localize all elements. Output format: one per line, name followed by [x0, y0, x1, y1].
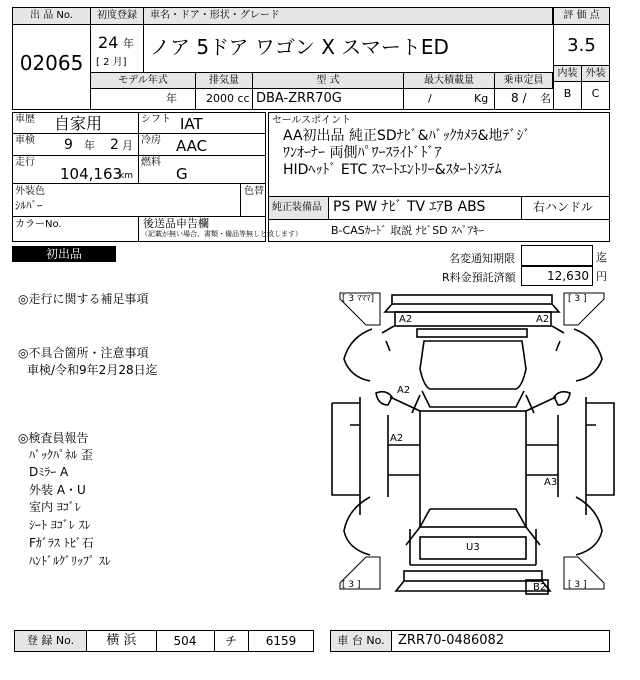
chassis-label: 車 台 No. — [337, 634, 385, 647]
first-listing-badge: 初出品 — [12, 246, 116, 262]
name-change-value-box — [521, 245, 593, 266]
inspector-line-5: ｼｰﾄ ﾖｺﾞﾚ ｽﾚ — [29, 518, 91, 532]
fuel: G — [176, 165, 188, 183]
inspection-label: 車検 — [15, 135, 35, 146]
inspector-line-1: ﾊﾞｯｸﾊﾟﾈﾙ 歪 — [29, 448, 93, 462]
car-name: ノア 5ドア ワゴン X スマートED — [150, 35, 449, 59]
mileage-unit: km — [119, 171, 133, 181]
inspector-line-6: Fｶﾞﾗｽ ﾄﾋﾞ石 — [29, 536, 94, 550]
ext-color-label: 外装色 — [15, 186, 45, 197]
history-label: 車歴 — [15, 114, 35, 125]
model-year-label: モデル年式 — [118, 75, 168, 86]
equip: PS PW ﾅﾋﾞ TV ｴｱB ABS — [333, 199, 486, 215]
recycle-label: R料金預託済額 — [442, 271, 516, 284]
ext-color: ｼﾙﾊﾞｰ — [15, 199, 43, 212]
inspector-line-4: 室内 ﾖｺﾞﾚ — [29, 500, 81, 514]
name-change-unit: 迄 — [596, 251, 607, 264]
capacity: 8 / — [511, 91, 527, 105]
reg-class: 504 — [173, 634, 197, 648]
ac: AAC — [176, 137, 208, 155]
mark-mirror: A2 — [397, 385, 411, 396]
displacement: 2000 cc — [206, 92, 250, 105]
sales-line-1: AA初出品 純正SDﾅﾋﾞ&ﾊﾞｯｸｶﾒﾗ&地ﾃﾞｼﾞ — [283, 128, 531, 144]
capacity-label: 乗車定員 — [503, 75, 544, 86]
car-damage-diagram — [330, 285, 616, 603]
first-reg-year: 24 — [98, 33, 119, 52]
inspection-month: 2 — [110, 137, 119, 153]
color-change-label: 色替 — [244, 186, 264, 197]
displacement-label: 排気量 — [209, 75, 239, 86]
recycle-unit: 円 — [596, 270, 607, 283]
exterior-label: 外装 — [585, 68, 606, 79]
lot-label: 出 品 No. — [30, 10, 73, 21]
max-load-label: 最大積載量 — [424, 75, 474, 86]
corner-tr-label: [ 3 ] — [568, 294, 587, 304]
reg-kana: チ — [224, 634, 237, 648]
score-value: 3.5 — [567, 35, 596, 56]
defects-text: 車検/令和9年2月28日迄 — [27, 363, 158, 377]
interior-grade: B — [563, 87, 572, 100]
lot-number: 02065 — [19, 51, 84, 75]
mileage: 104,163 — [60, 165, 123, 183]
max-load-unit: Kg — [474, 92, 489, 105]
inspector-line-2: Dﾐﾗｰ A — [29, 465, 69, 479]
car-name-label: 車名・ドア・形状・グレード — [150, 10, 280, 21]
equip-label: 純正装備品 — [272, 202, 322, 213]
corner-br-label: [ 3 ] — [568, 580, 587, 590]
defects-title: ◎不具合箇所・注意事項 — [18, 346, 149, 360]
history: 自家用 — [54, 114, 103, 133]
recycle-value: 12,630 — [547, 269, 589, 283]
interior-label: 内装 — [557, 68, 578, 79]
inspector-line-7: ﾊﾝﾄﾞﾙｸﾞﾘｯﾌﾟ ｽﾚ — [29, 554, 111, 568]
shift: IAT — [180, 115, 203, 133]
mark-rear-bumper: B2 — [533, 582, 547, 593]
steering: 右ハンドル — [533, 200, 594, 214]
first-reg-label: 初度登録 — [97, 10, 137, 21]
mark-rear-panel: U3 — [466, 542, 480, 553]
mark-front-right: A2 — [536, 314, 550, 325]
color-no-label: カラーNo. — [15, 219, 62, 230]
model-label: 型 式 — [316, 75, 340, 86]
corner-tl-label: [ 3 ﾏﾏﾏ] — [342, 294, 374, 304]
reg-area: 横 浜 — [106, 633, 137, 648]
exterior-grade: C — [591, 87, 600, 100]
name-change-label: 名変通知期限 — [449, 252, 515, 265]
inspector-line-3: 外装 A・U — [29, 483, 86, 497]
sales-label: セールスポイント — [272, 115, 352, 126]
inspection-year: 9 — [64, 137, 73, 153]
chassis-number: ZRR70-0486082 — [398, 633, 505, 648]
aftermarket-note: （記載が無い場合、書類・備品等無しと致します） — [141, 230, 302, 238]
score-label: 評 価 点 — [563, 10, 600, 21]
capacity-unit: 名 — [540, 92, 551, 105]
reg-label: 登 録 No. — [26, 634, 75, 647]
inspection-month-unit: 月 — [122, 139, 133, 152]
shift-label: シフト — [141, 114, 171, 125]
mark-left-door: A2 — [390, 433, 404, 444]
fuel-label: 燃料 — [141, 157, 161, 168]
ac-label: 冷房 — [141, 135, 161, 146]
first-reg-year-unit: 年 — [123, 37, 134, 50]
first-reg-month: [ 2 月] — [96, 57, 127, 68]
inspection-year-unit: 年 — [84, 139, 95, 152]
max-load: / — [428, 92, 432, 105]
reg-number: 6159 — [265, 634, 297, 648]
sales-line-3: HIDﾍｯﾄﾞ ETC ｽﾏｰﾄｴﾝﾄﾘｰ&ｽﾀｰﾄｼｽﾃﾑ — [283, 162, 502, 178]
inspector-title: ◎検査員報告 — [18, 431, 89, 445]
model-year-unit: 年 — [166, 92, 177, 105]
aftermarket-label: 後送品申告欄 — [143, 217, 209, 230]
mark-right-rear: A3 — [544, 477, 558, 488]
driving-notes-title: ◎走行に関する補足事項 — [18, 292, 149, 306]
sales-extra: B-CASｶｰﾄﾞ 取説 ﾅﾋﾞSD ｽﾍﾟｱｷｰ — [331, 224, 485, 237]
mark-front-left: A2 — [399, 314, 413, 325]
corner-bl-label: [ 3 ] — [342, 580, 361, 590]
mileage-label: 走行 — [15, 157, 35, 168]
sales-line-2: ﾜﾝｵｰﾅｰ 両側ﾊﾟﾜｰｽﾗｲﾄﾞﾄﾞｱ — [283, 145, 442, 161]
model: DBA-ZRR70G — [256, 91, 342, 106]
